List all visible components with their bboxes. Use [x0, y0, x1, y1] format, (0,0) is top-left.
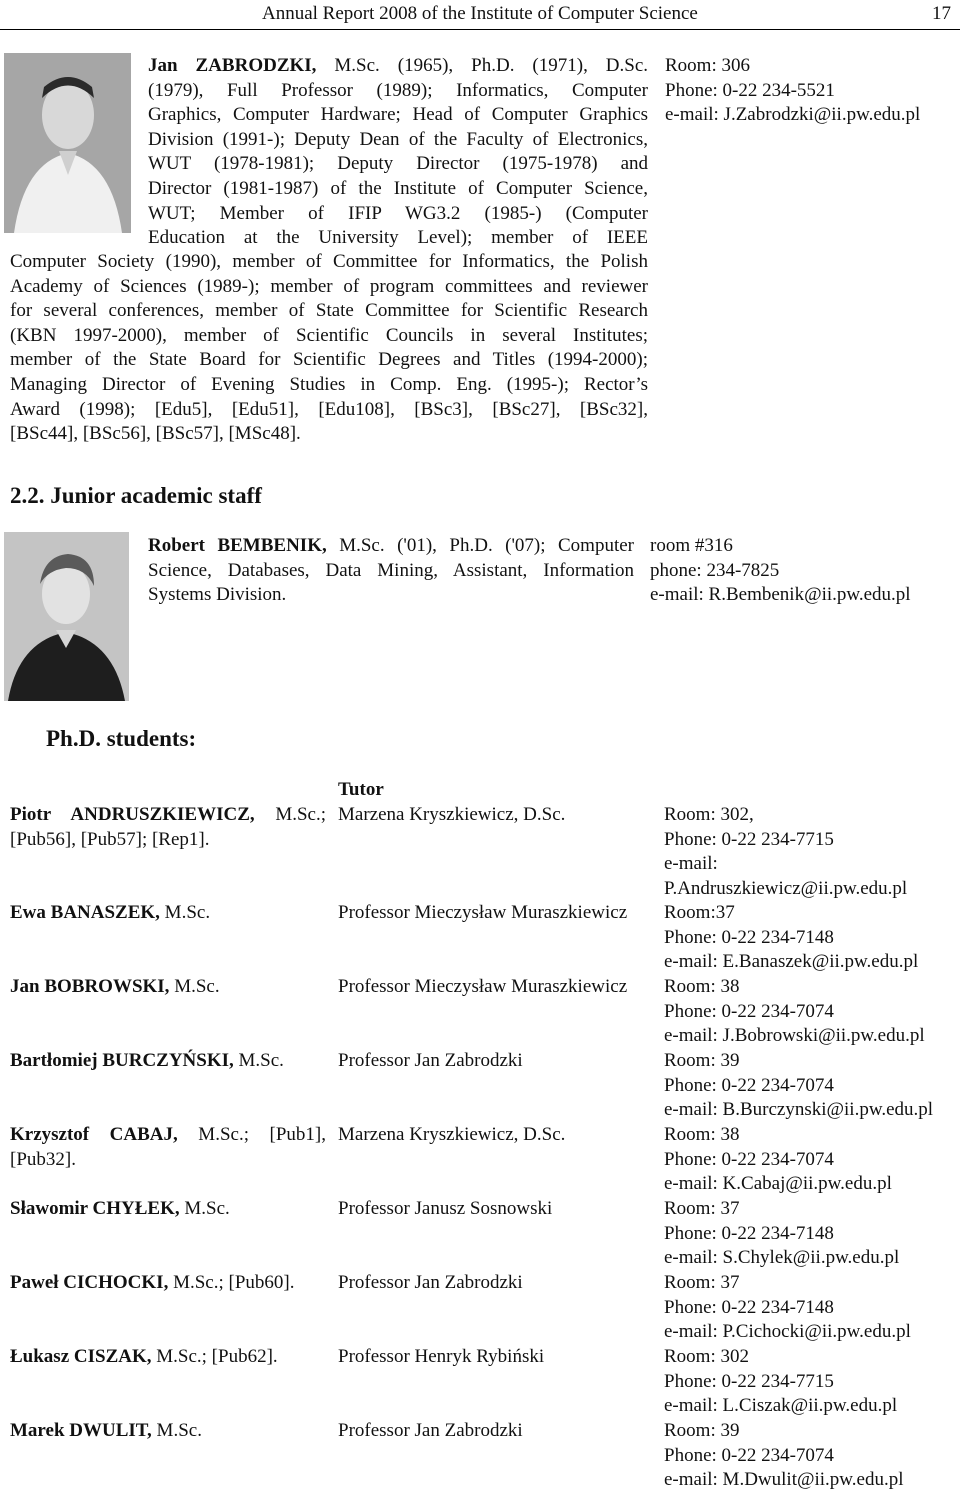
bio-text: Director (1981-1987) of the Institute of Computer Science, — [148, 177, 648, 199]
bio-line: for several conferences, member of State Committee for Scientific Research — [10, 300, 648, 322]
email-link[interactable]: e-mail: J.Zabrodzki@ii.pw.edu.pl — [665, 104, 921, 126]
room-text: Room:37 — [664, 902, 735, 923]
email-link[interactable]: e-mail: B.Burczynski@ii.pw.edu.pl — [664, 1099, 934, 1121]
student-tutor: Professor Jan Zabrodzki — [338, 1050, 523, 1071]
student-degree: M.Sc.; [Pub62]. — [151, 1346, 278, 1367]
bio-text: M.Sc. ('01), Ph.D. ('07); Computer — [326, 535, 635, 556]
student-entry — [0, 901, 960, 975]
student-name-line — [10, 901, 326, 926]
student-name-line — [10, 803, 326, 828]
student-degree: M.Sc. — [159, 902, 211, 923]
student-contact — [664, 1419, 904, 1493]
student-contact — [664, 803, 907, 901]
student-name-cell — [10, 901, 326, 926]
bio-line — [148, 226, 648, 251]
report-title: Annual Report 2008 of the Institute of Computer Science — [262, 3, 698, 24]
student-entry — [0, 1419, 960, 1493]
bio-line: Science, Databases, Data Mining, Assistant, Information — [148, 559, 634, 581]
bio-line: Computer Society (1990), member of Committee for Informatics, the Polish — [10, 251, 648, 272]
phone-text: Phone: 0-22 234-7074 — [664, 1074, 834, 1096]
student-name-line — [10, 1271, 326, 1296]
student-tutor: Professor Mieczysław Muraszkiewicz — [338, 902, 628, 923]
phone-text: Phone: 0-22 234-7074 — [664, 1148, 834, 1170]
phone-text: Phone: 0-22 234-7074 — [664, 1444, 834, 1466]
bio-text: (1979), Full Professor (1989); Informatics, Computer — [148, 79, 648, 101]
zabrodzki-photo — [4, 53, 131, 233]
phone-text: Phone: 0-22 234-7715 — [664, 1370, 834, 1392]
student-entry — [0, 1271, 960, 1345]
student-contact — [664, 1123, 892, 1197]
student-name: Krzysztof CABAJ, — [10, 1124, 178, 1145]
tutor-column-header: Tutor — [338, 779, 384, 800]
student-name-cell — [10, 803, 326, 852]
zabrodzki-bio-narrow — [148, 54, 648, 251]
student-name-cell — [10, 1123, 326, 1172]
student-name-line — [10, 1197, 326, 1222]
student-degree: M.Sc. — [179, 1198, 230, 1219]
student-entry — [0, 803, 960, 899]
student-degree: M.Sc. — [169, 976, 220, 997]
email-link[interactable]: e-mail: L.Ciszak@ii.pw.edu.pl — [664, 1395, 898, 1417]
room-text: Room: 302, — [664, 804, 754, 825]
student-name-line — [10, 1345, 326, 1370]
room-text: Room: 37 — [664, 1198, 740, 1219]
page-header — [0, 0, 960, 30]
student-degree: M.Sc.; [Pub1], — [177, 1124, 326, 1145]
page-number: 17 — [932, 3, 951, 24]
student-name-cell — [10, 1419, 326, 1444]
bio-line — [148, 54, 648, 79]
email-link[interactable]: e-mail: K.Cabaj@ii.pw.edu.pl — [664, 1173, 892, 1195]
student-name-line — [10, 1123, 326, 1148]
bio-line: [BSc44], [BSc56], [BSc57], [MSc48]. — [10, 423, 301, 445]
bio-line — [148, 152, 648, 177]
student-name-cell — [10, 1271, 326, 1296]
email-link[interactable]: e-mail: E.Banaszek@ii.pw.edu.pl — [664, 951, 919, 973]
room-text: Room: 39 — [664, 1420, 740, 1441]
bio-text: M.Sc. (1965), Ph.D. (1971), D.Sc. — [316, 55, 649, 76]
bio-line: Systems Division. — [148, 584, 287, 606]
student-tutor: Professor Mieczysław Muraszkiewicz — [338, 976, 628, 997]
room-text: Room: 38 — [664, 976, 740, 997]
student-entry — [0, 1345, 960, 1419]
student-contact — [664, 901, 918, 975]
student-tutor: Professor Jan Zabrodzki — [338, 1272, 523, 1293]
email-link[interactable]: e-mail: J.Bobrowski@ii.pw.edu.pl — [664, 1025, 925, 1047]
student-entry — [0, 1123, 960, 1197]
bio-line: Award (1998); [Edu5], [Edu51], [Edu108], [BSc3], [BSc27], [BSc32], — [10, 398, 648, 420]
student-name: Łukasz CISZAK, — [10, 1346, 152, 1367]
room-text: Room: 39 — [664, 1050, 740, 1071]
student-degree: M.Sc. — [233, 1050, 284, 1071]
bio-text: Education at the University Level); member of IEEE — [148, 227, 648, 249]
bio-line: (KBN 1997-2000), member of Scientific Councils in several Institutes; — [10, 324, 648, 346]
student-entry — [0, 975, 960, 1049]
bio-text: WUT (1978-1981); Deputy Director (1975-1978) and — [148, 153, 648, 175]
zabrodzki-contact — [665, 54, 920, 128]
bio-line: Managing Director of Evening Studies in Comp. Eng. (1995-); Rector’s — [10, 373, 648, 395]
student-publications: [Pub56], [Pub57]; [Rep1]. — [10, 828, 210, 850]
student-degree: M.Sc.; — [254, 804, 326, 825]
student-tutor: Marzena Kryszkiewicz, D.Sc. — [338, 1124, 566, 1145]
student-publications: [Pub32]. — [10, 1148, 76, 1170]
student-name-line — [10, 975, 326, 1000]
student-entry — [0, 1049, 960, 1123]
student-name-line — [10, 1419, 326, 1444]
email-link[interactable]: e-mail: S.Chylek@ii.pw.edu.pl — [664, 1247, 900, 1269]
student-contact — [664, 1345, 897, 1419]
bio-text: Graphics, Computer Hardware; Head of Computer Graphics — [148, 104, 648, 126]
email-label: e-mail: — [664, 853, 718, 875]
phone-text: Phone: 0-22 234-7148 — [664, 1296, 834, 1318]
bio-line — [148, 534, 634, 559]
bio-text: WUT; Member of IFIP WG3.2 (1985-) (Computer — [148, 202, 648, 224]
bio-line — [148, 177, 648, 202]
bio-line — [148, 202, 648, 227]
bio-line — [148, 128, 648, 153]
phone-text: phone: 234-7825 — [650, 559, 780, 581]
student-name: Piotr ANDRUSZKIEWICZ, — [10, 804, 255, 825]
student-contact — [664, 975, 925, 1049]
bio-line: Academy of Sciences (1989-); member of program committees and reviewer — [10, 275, 648, 297]
student-name-cell — [10, 1049, 326, 1074]
zabrodzki-name: Jan ZABRODZKI, — [148, 55, 317, 76]
student-contact — [664, 1049, 933, 1123]
student-name-cell — [10, 1197, 326, 1222]
email-link[interactable]: e-mail: R.Bembenik@ii.pw.edu.pl — [650, 584, 911, 606]
zabrodzki-bio-wide — [10, 250, 648, 447]
room-text: Room: 302 — [664, 1346, 749, 1367]
phone-text: Phone: 0-22 234-7715 — [664, 828, 834, 850]
bio-line: member of the State Board for Scientific Degrees and Titles (1994-2000); — [10, 349, 648, 371]
bembenik-photo — [4, 532, 129, 701]
student-contact — [664, 1271, 911, 1345]
bio-line — [148, 103, 648, 128]
student-name: Sławomir CHYŁEK, — [10, 1198, 180, 1219]
bio-line — [148, 79, 648, 104]
student-name: Jan BOBROWSKI, — [10, 976, 170, 997]
room-text: room #316 — [650, 535, 733, 556]
student-name: Ewa BANASZEK, — [10, 902, 160, 923]
email-link[interactable]: e-mail: P.Cichocki@ii.pw.edu.pl — [664, 1321, 911, 1343]
phone-text: Phone: 0-22 234-7148 — [664, 1222, 834, 1244]
phone-text: Phone: 0-22 234-5521 — [665, 79, 835, 101]
bembenik-contact — [650, 534, 911, 608]
phd-students-title: Ph.D. students: — [46, 726, 197, 751]
room-text: Room: 37 — [664, 1272, 740, 1293]
room-text: Room: 38 — [664, 1124, 740, 1145]
phone-text: Phone: 0-22 234-7074 — [664, 1000, 834, 1022]
student-name: Bartłomiej BURCZYŃSKI, — [10, 1050, 234, 1071]
student-contact — [664, 1197, 899, 1271]
student-name: Paweł CICHOCKI, — [10, 1272, 169, 1293]
student-degree: M.Sc.; [Pub60]. — [168, 1272, 295, 1293]
student-tutor: Professor Jan Zabrodzki — [338, 1420, 523, 1441]
student-name: Marek DWULIT, — [10, 1420, 152, 1441]
email-link[interactable]: e-mail: M.Dwulit@ii.pw.edu.pl — [664, 1469, 904, 1491]
student-tutor: Professor Janusz Sosnowski — [338, 1198, 553, 1219]
student-tutor: Marzena Kryszkiewicz, D.Sc. — [338, 804, 566, 825]
email-link[interactable]: P.Andruszkiewicz@ii.pw.edu.pl — [664, 877, 908, 899]
bembenik-bio — [148, 534, 634, 608]
student-tutor: Professor Henryk Rybiński — [338, 1346, 545, 1367]
bio-text: Division (1991-); Deputy Dean of the Faculty of Electronics, — [148, 128, 648, 150]
student-degree: M.Sc. — [151, 1420, 202, 1441]
student-name-cell — [10, 975, 326, 1000]
room-text: Room: 306 — [665, 55, 750, 76]
bembenik-name: Robert BEMBENIK, — [148, 535, 327, 556]
phone-text: Phone: 0-22 234-7148 — [664, 926, 834, 948]
student-name-cell — [10, 1345, 326, 1370]
student-entry — [0, 1197, 960, 1271]
section-title: 2.2. Junior academic staff — [10, 483, 262, 508]
student-name-line — [10, 1049, 326, 1074]
